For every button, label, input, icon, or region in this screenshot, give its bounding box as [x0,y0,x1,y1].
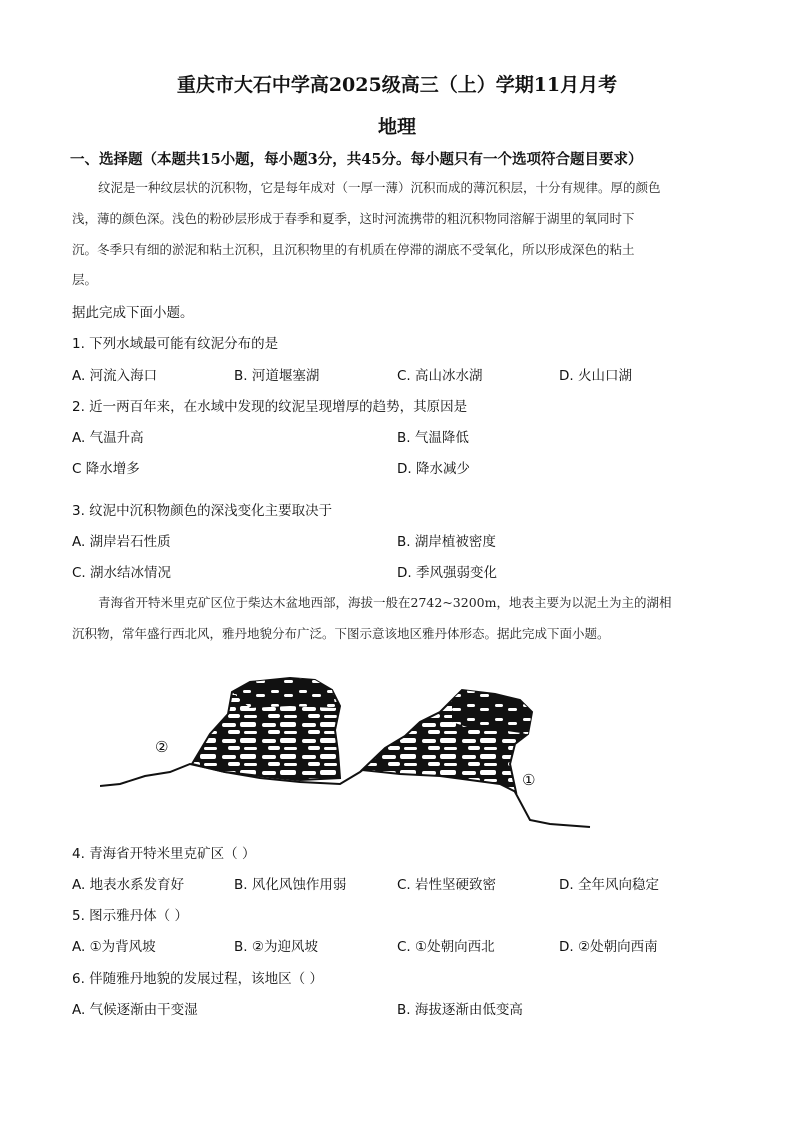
question-stem: 6. 伴随雅丹地貌的发展过程，该地区（ ） [72,971,323,987]
figure-label-1: ① [522,771,536,789]
option-b[interactable]: B. 风化风蚀作用弱 [234,877,347,893]
ground-line [100,744,590,827]
option-c[interactable]: C. 高山冰水湖 [397,368,483,384]
passage-line: 沉积物，常年盛行西北风，雅丹地貌分布广泛。下图示意该地区雅丹体形态。据此完成下面小题。 [72,626,610,641]
passage-line: 青海省开特米里克矿区位于柴达木盆地西部，海拔一般在2742~3200m，地表主要为以泥土为主的湖相 [98,595,672,610]
passage-line: 纹泥是一种纹层状的沉积物，它是每年成对（一厚一薄）沉积而成的薄沉积层，十分有规律。厚的颜色 [98,180,661,195]
option-c[interactable]: C. 湖水结冰情况 [72,565,172,581]
figure-label-2: ② [155,738,169,756]
passage-line: 沉。冬季只有细的淤泥和粘土沉积，且沉积物里的有机质在停滞的湖底不受氧化，所以形成深色的粘土 [72,242,635,257]
option-a[interactable]: A. 气候逐渐由干变湿 [72,1002,198,1018]
option-b[interactable]: B. ②为迎风坡 [234,939,318,955]
page-title: 重庆市大石中学高2025级高三（上）学期11月月考 [176,74,618,96]
question-stem: 3. 纹泥中沉积物颜色的深浅变化主要取决于 [72,503,333,519]
option-b[interactable]: B. 气温降低 [397,430,469,446]
option-d[interactable]: D. 全年风向稳定 [559,877,659,893]
option-c[interactable]: C. 岩性坚硬致密 [397,877,497,893]
option-d[interactable]: D. 火山口湖 [559,368,632,384]
option-b[interactable]: B. 海拔逐渐由低变高 [397,1002,523,1018]
question-stem: 2. 近一两百年来，在水域中发现的纹泥呈现增厚的趋势，其原因是 [72,399,468,415]
option-c[interactable]: C. ①处朝向西北 [397,939,495,955]
option-d[interactable]: D. 季风强弱变化 [397,565,497,581]
option-a[interactable]: A. ①为背风坡 [72,939,156,955]
option-a[interactable]: A. 河流入海口 [72,368,158,384]
option-c[interactable]: C 降水增多 [72,461,140,477]
passage-line: 层。 [72,272,98,287]
option-a[interactable]: A. 气温升高 [72,430,144,446]
option-b[interactable]: B. 河道堰塞湖 [234,368,320,384]
option-a[interactable]: A. 地表水系发育好 [72,877,185,893]
option-a[interactable]: A. 湖岸岩石性质 [72,534,171,550]
subject-title: 地理 [377,116,416,138]
passage-line: 浅，薄的颜色深。浅色的粉砂层形成于春季和夏季，这时河流携带的粗沉积物同溶解于湖里的氧同时下 [72,211,635,226]
option-d[interactable]: D. 降水减少 [397,461,470,477]
yardang-figure [100,672,600,834]
question-stem: 1. 下列水域最可能有纹泥分布的是 [72,336,279,352]
option-d[interactable]: D. ②处朝向西南 [559,939,658,955]
question-stem: 4. 青海省开特米里克矿区（ ） [72,846,256,862]
instruction-text: 据此完成下面小题。 [72,305,194,321]
question-stem: 5. 图示雅丹体（ ） [72,908,188,924]
option-b[interactable]: B. 湖岸植被密度 [397,534,496,550]
section-heading: 一、选择题（本题共15小题，每小题3分，共45分。每小题只有一个选项符合题目要求） [70,151,643,168]
